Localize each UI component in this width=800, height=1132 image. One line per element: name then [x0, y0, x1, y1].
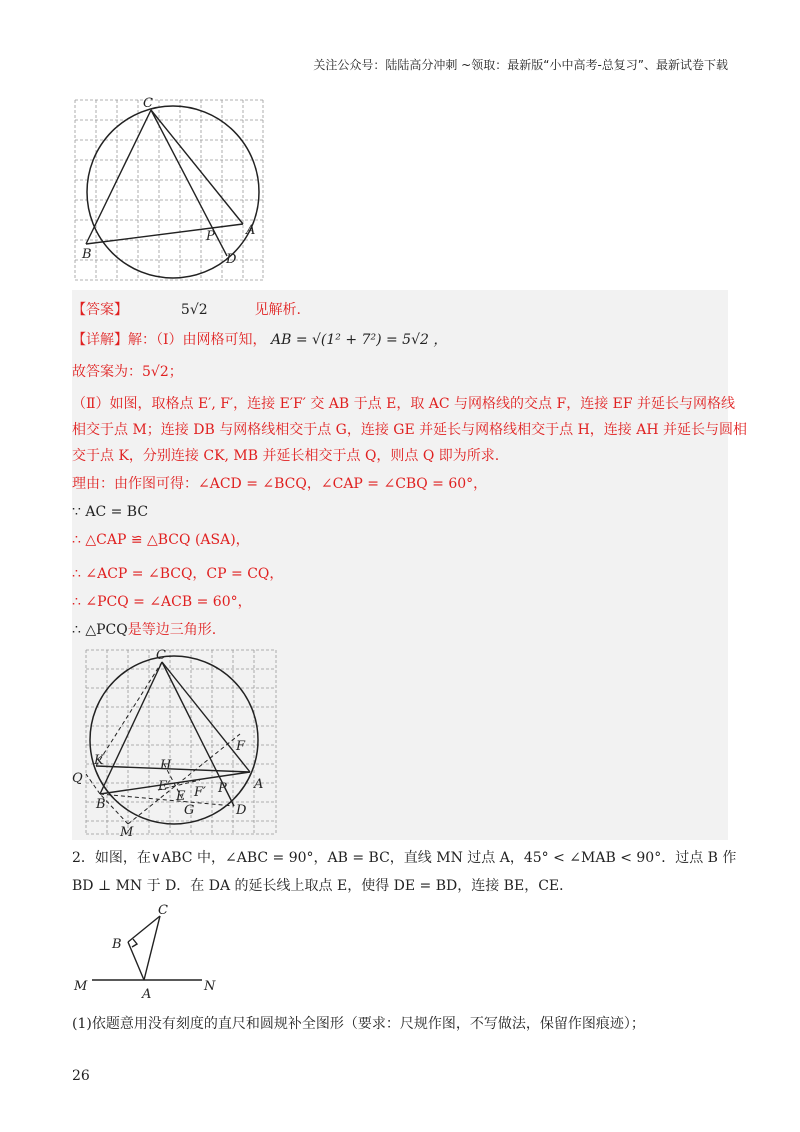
detail-line-4: 相交于点 M；连接 DB 与网格线相交于点 G，连接 GE 并延长与网格线相交于点 H，连接 AH 并延长与圆相 — [72, 422, 748, 438]
segment-BA — [128, 942, 144, 980]
detail-line-7: ∵ AC = BC — [72, 504, 149, 520]
detail-line-9: ∴ ∠ACP = ∠BCQ，CP = CQ， — [72, 566, 284, 582]
answer-line — [72, 300, 301, 320]
label-B: B — [96, 797, 106, 812]
label-M: M — [120, 825, 134, 838]
label-A: A — [246, 223, 256, 238]
figure-circle-grid-1 — [72, 96, 268, 286]
detail-line-1 — [72, 330, 447, 350]
detail-line-6: 理由：由作图可得：∠ACD = ∠BCQ，∠CAP = ∠CBQ = 60°， — [72, 476, 488, 492]
label-B: B — [82, 247, 92, 262]
segment-CA — [144, 916, 160, 980]
label-F: F — [236, 739, 246, 754]
figure-circle-grid-2 — [72, 646, 282, 838]
label-C: C — [143, 96, 153, 111]
detail-line-2: 故答案为：5√2； — [72, 364, 183, 380]
label-B: B — [112, 937, 122, 952]
segment-CB — [100, 662, 162, 794]
label-P: P — [206, 229, 215, 244]
figure-triangle-line — [72, 900, 232, 1004]
detail-line-5: 交于点 K，分别连接 CK, MB 并延长相交于点 Q，则点 Q 即为所求. — [72, 448, 500, 464]
segment-KA — [96, 766, 250, 772]
detail-line-10: ∴ ∠PCQ = ∠ACB = 60°， — [72, 594, 252, 610]
label-N: N — [204, 979, 216, 994]
page-number: 26 — [72, 1068, 90, 1084]
segment-CB — [128, 916, 160, 942]
detail-line-11 — [72, 620, 216, 640]
label-C: C — [158, 903, 168, 918]
answer-note: 见解析. — [254, 302, 302, 318]
label-A: A — [254, 777, 264, 792]
label-E-prime: E′ — [158, 779, 171, 794]
label-Q: Q — [72, 771, 83, 786]
answer-value: 5√2 — [180, 302, 208, 318]
label-C: C — [156, 648, 166, 663]
label-K: K — [94, 753, 104, 768]
grid-lines — [86, 650, 276, 834]
segment-CK — [96, 662, 162, 766]
detail-line-3: （Ⅱ）如图，取格点 E′, F′，连接 E′F′ 交 AB 于点 E，取 AC 与网格线的交点 F，连接 EF 并延长与网格线 — [72, 396, 736, 412]
triangle-pcq: ∴ △PCQ — [72, 622, 128, 638]
label-H: H — [160, 758, 172, 773]
question2-line-1: 2．如图，在∨ABC 中，∠ABC = 90°，AB = BC，直线 MN 过点 A，45° < ∠MAB < 90°．过点 B 作 — [72, 850, 737, 866]
label-D: D — [236, 803, 247, 818]
label-P: P — [218, 781, 227, 796]
answer-tag: 【答案】 — [72, 302, 128, 318]
label-F-prime: F′ — [194, 785, 206, 800]
equation-ab: AB = √(1² + 7²) = 5√2 ， — [270, 332, 448, 348]
right-angle-mark — [132, 939, 137, 947]
question2-sub-1: (1)依题意用没有刻度的直尺和圆规补全图形（要求：尺规作图，不写做法，保留作图痕迹）； — [72, 1016, 645, 1032]
conclusion-text: 是等边三角形. — [127, 622, 217, 638]
question2-line-2: BD ⊥ MN 于 D．在 DA 的延长线上取点 E，使得 DE = BD，连接 BE，CE． — [72, 878, 574, 894]
label-G: G — [184, 803, 195, 818]
page-header: 关注公众号：陆陆高分冲刺 ~领取：最新版“小中高考-总复习”、最新试卷下载 — [313, 58, 728, 72]
segment-CA — [162, 662, 250, 772]
label-E: E — [176, 789, 186, 804]
label-M: M — [74, 979, 88, 994]
detail-tag: 【详解】 — [72, 332, 128, 348]
detail-text-1: 解：（Ⅰ）由网格可知， — [128, 332, 267, 348]
label-A: A — [142, 987, 152, 1002]
detail-line-8: ∴ △CAP ≌ △BCQ (ASA)， — [72, 532, 250, 548]
label-D: D — [226, 252, 237, 267]
